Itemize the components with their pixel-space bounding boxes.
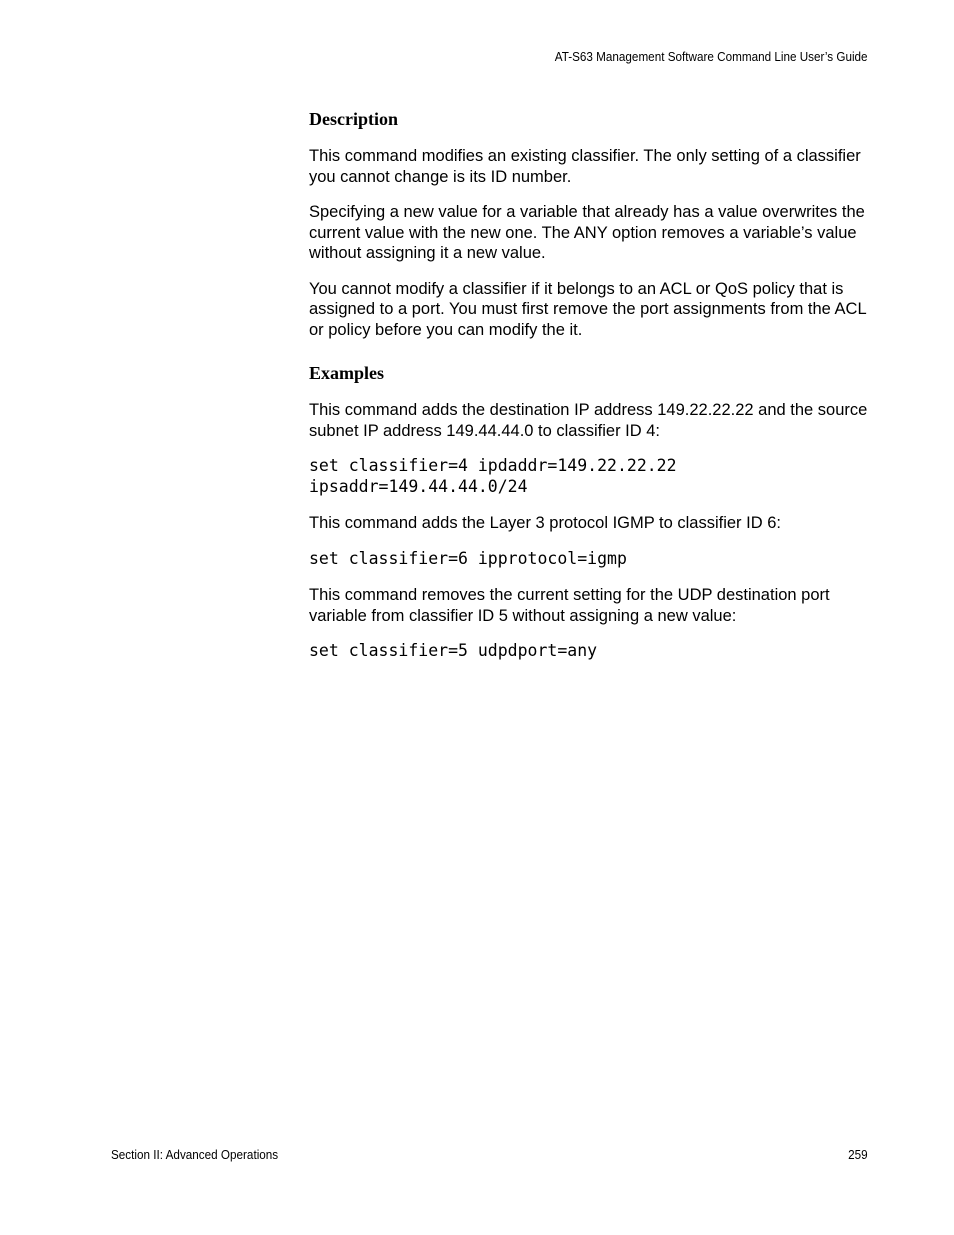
description-paragraph-1: This command modifies an existing classifier. The only setting of a classifier you cannot change is its ID number. [309,147,861,186]
description-heading: Description [309,109,398,129]
footer-section-label: Section II: Advanced Operations [111,1147,279,1162]
examples-heading: Examples [309,363,385,383]
running-header-title: AT-S63 Management Software Command Line User’s Guide [555,49,868,64]
footer-page-number: 259 [848,1147,868,1162]
description-paragraph-3: You cannot modify a classifier if it belongs to an ACL or QoS policy that is assigned to a port. You must first remove the port assignments from the ACL or policy before you can modify the it. [309,279,867,339]
example-3-code: set classifier=5 udpdport=any [309,641,598,660]
example-1-code: set classifier=4 ipdaddr=149.22.22.22 ipsaddr=149.44.44.0/24 [309,456,677,496]
example-2-text: This command adds the Layer 3 protocol IGMP to classifier ID 6: [309,514,781,532]
example-1-text: This command adds the destination IP address 149.22.22.22 and the source subnet IP address 149.44.44.0 to classifier ID 4: [309,401,868,440]
example-3-text: This command removes the current setting for the UDP destination port variable from classifier ID 5 without assigning a new value: [309,586,830,625]
example-2-code: set classifier=6 ipprotocol=igmp [309,548,627,568]
main-content [309,108,874,678]
description-paragraph-2: Specifying a new value for a variable that already has a value overwrites the current value with the new one. The ANY option removes a variable’s value without assigning it a new value. [309,203,865,262]
